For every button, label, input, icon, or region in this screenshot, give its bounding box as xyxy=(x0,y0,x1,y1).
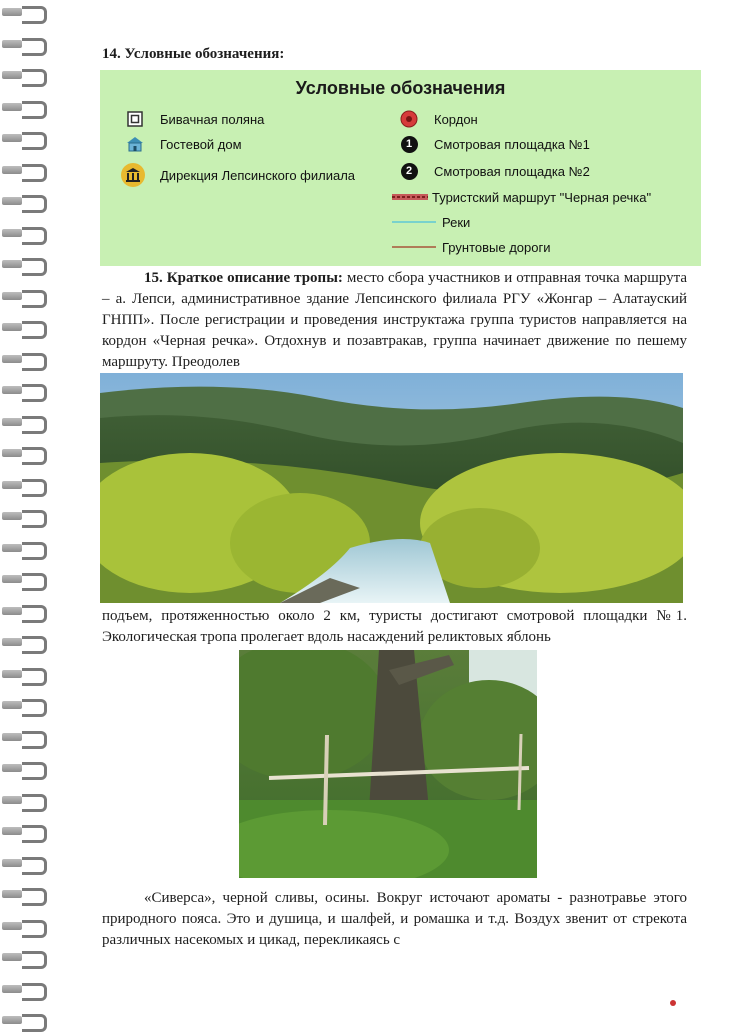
legend-item-guest-house xyxy=(124,135,242,153)
legend-label: Грунтовые дороги xyxy=(442,239,551,255)
binding-ring xyxy=(22,164,47,182)
binding-ring xyxy=(22,384,47,402)
headquarters-icon xyxy=(120,162,146,188)
binding-ring xyxy=(22,69,47,87)
section-15-text: место сбора участников и отправная точка маршрута – а. Лепси, административное здание Лепсинского филиала РГУ «Жонгар – Алатауский ГНПП». После регистрации и проведения инструктажа группа туристов направляется на кордон «Черная речка». Отдохнув и позавтракав, группа начинает движение по пешему маршруту. Преодолев xyxy=(102,270,687,370)
trail-line-icon xyxy=(392,188,428,206)
legend-label: Смотровая площадка №1 xyxy=(434,136,590,152)
section-15-heading: 15. Краткое описание тропы: xyxy=(144,270,343,286)
legend-item-river xyxy=(392,213,470,231)
binding-ring xyxy=(22,731,47,749)
bivouac-icon xyxy=(124,110,146,128)
viewpoint-2-icon: 2 xyxy=(398,162,420,180)
legend-item-cordon xyxy=(398,110,478,128)
paragraph-herbs: «Сиверса», черной сливы, осины. Вокруг источают ароматы - разнотравье этого природного пояса. Это и душица, и шалфей, и ромашка и т.д. Воздух звенит от стрекота различных насекомых и цикад, перекликаясь с xyxy=(102,890,687,948)
binding-ring xyxy=(22,542,47,560)
binding-ring xyxy=(22,353,47,371)
binding-ring xyxy=(22,636,47,654)
binding-ring xyxy=(22,1014,47,1032)
binding-ring xyxy=(22,699,47,717)
binding-ring xyxy=(22,290,47,308)
river-line-icon xyxy=(392,213,436,231)
binding-ring xyxy=(22,38,47,56)
binding-ring xyxy=(22,762,47,780)
binding-ring xyxy=(22,983,47,1001)
binding-ring xyxy=(22,510,47,528)
legend-item-viewpoint-2 xyxy=(398,162,590,180)
legend-item-headquarters xyxy=(120,162,355,188)
dirt-road-line-icon xyxy=(392,238,436,256)
scan-mark xyxy=(670,1000,676,1006)
binding-ring xyxy=(22,195,47,213)
binding-ring xyxy=(22,794,47,812)
binding-ring xyxy=(22,857,47,875)
legend-label: Реки xyxy=(442,214,471,230)
binding-ring xyxy=(22,321,47,339)
section-14-heading: 14. Условные обозначения: xyxy=(102,46,285,62)
legend-label: Смотровая площадка №2 xyxy=(434,163,590,179)
legend-label: Гостевой дом xyxy=(160,136,242,152)
binding-ring xyxy=(22,920,47,938)
legend-box xyxy=(100,70,701,266)
legend-item-dirt-road xyxy=(392,238,550,256)
section-15-paragraph xyxy=(102,268,687,373)
binding-ring xyxy=(22,888,47,906)
legend-label: Кордон xyxy=(434,111,478,127)
legend-label: Туристский маршрут "Черная речка" xyxy=(432,189,652,205)
binding-ring xyxy=(22,951,47,969)
cordon-icon xyxy=(398,110,420,128)
legend-label: Дирекция Лепсинского филиала xyxy=(160,167,356,183)
binding-ring xyxy=(22,416,47,434)
apple-tree-photo xyxy=(239,650,537,878)
legend-item-bivouac xyxy=(124,110,264,128)
binding-ring xyxy=(22,825,47,843)
binding-ring xyxy=(22,668,47,686)
legend-item-viewpoint-1 xyxy=(398,135,590,153)
binding-ring xyxy=(22,6,47,24)
binding-ring xyxy=(22,101,47,119)
spiral-binding xyxy=(0,0,52,1024)
viewpoint-1-icon: 1 xyxy=(398,135,420,153)
guest-house-icon xyxy=(124,135,146,153)
binding-ring xyxy=(22,227,47,245)
binding-ring xyxy=(22,479,47,497)
binding-ring xyxy=(22,258,47,276)
binding-ring xyxy=(22,573,47,591)
paragraph-ascent: подъем, протяженностью около 2 км, туристы достигают смотровой площадки №1. Экологическая тропа пролегает вдоль насаждений реликтовых яблонь xyxy=(102,608,687,645)
binding-ring xyxy=(22,605,47,623)
river-valley-photo xyxy=(100,373,683,603)
legend-item-trail xyxy=(392,188,651,206)
legend-title: Условные обозначения xyxy=(295,78,506,98)
legend-label: Бивачная поляна xyxy=(160,111,265,127)
binding-ring xyxy=(22,132,47,150)
binding-ring xyxy=(22,447,47,465)
